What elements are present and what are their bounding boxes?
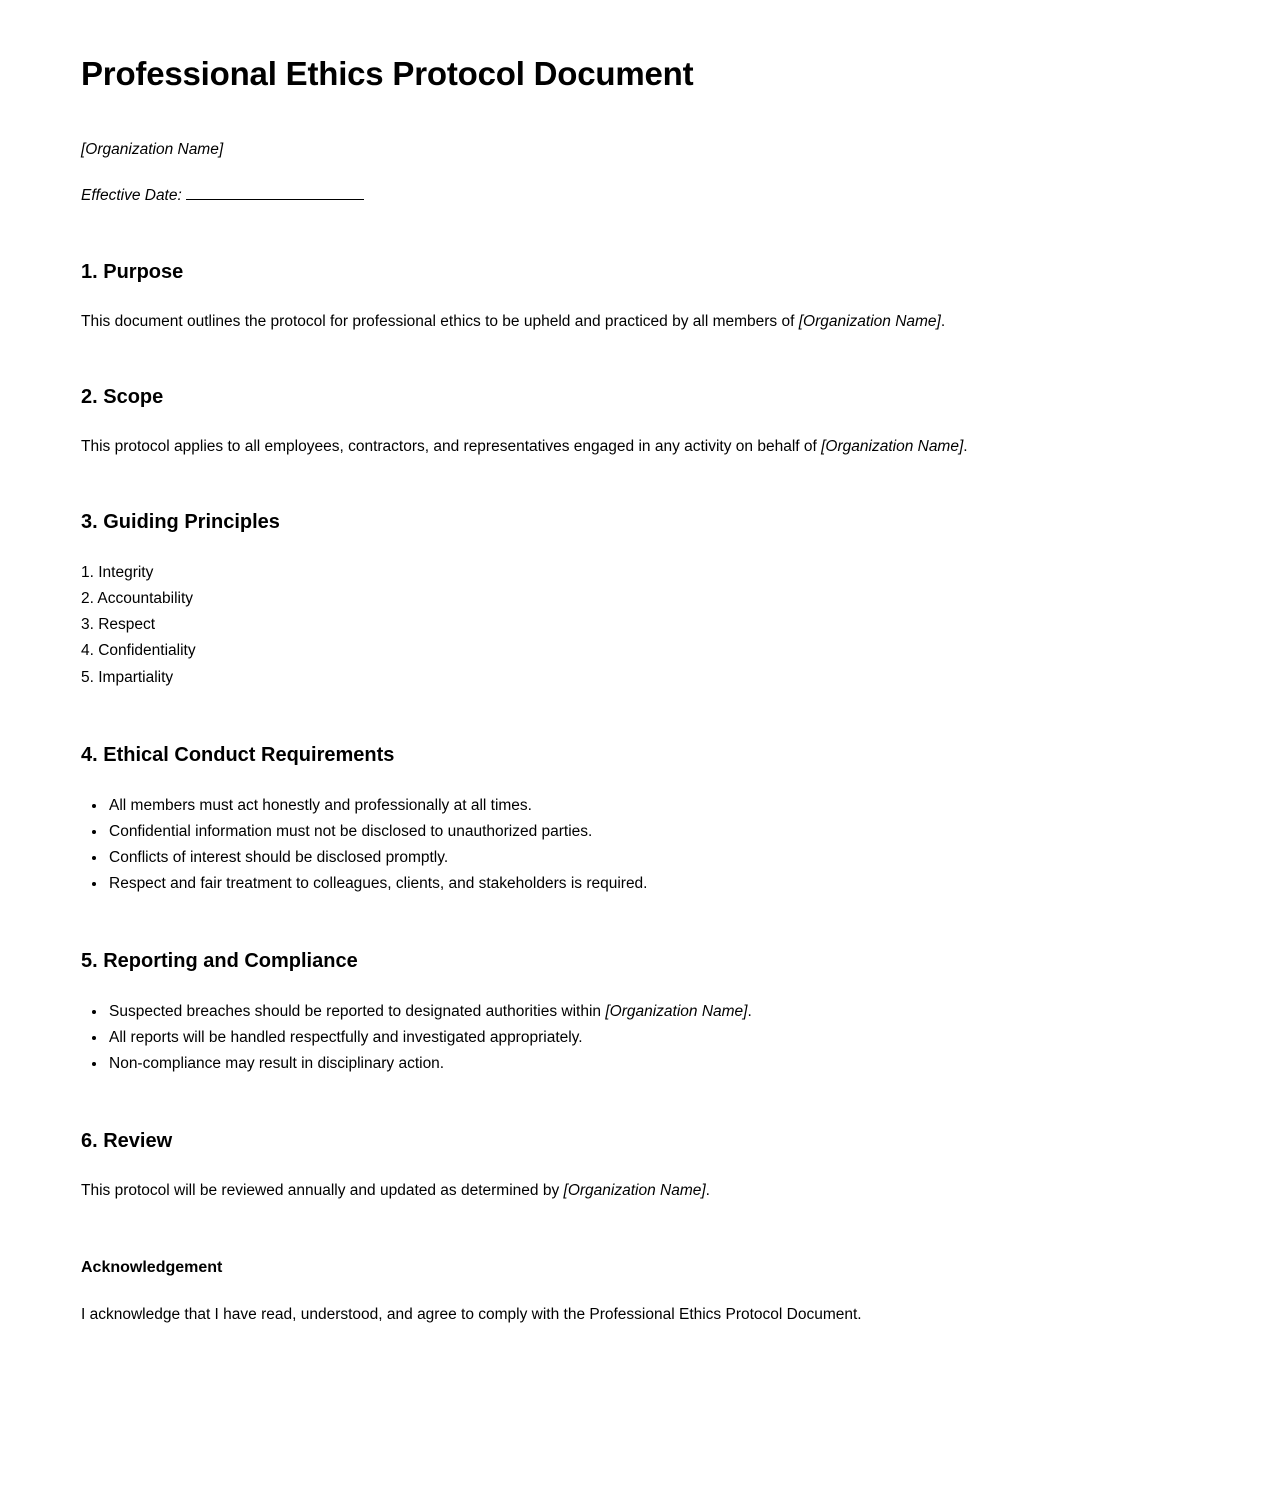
scope-text-after: . — [963, 438, 968, 456]
review-text-after: . — [705, 1181, 710, 1199]
page-title: Professional Ethics Protocol Document — [81, 55, 694, 92]
bullet-text-before: Non-compliance may result in disciplinary action. — [109, 1054, 445, 1072]
reporting-compliance-list — [81, 999, 1182, 1077]
acknowledgement-text: I acknowledge that I have read, understood, and agree to comply with the Professional Ethics Protocol Document. — [81, 1306, 862, 1324]
purpose-org-placeholder: [Organization Name] — [798, 312, 941, 330]
section-heading-reporting-compliance: 5. Reporting and Compliance — [81, 949, 358, 972]
list-item: • Conflicts of interest should be disclosed promptly. — [107, 845, 1182, 871]
organization-name-placeholder: [Organization Name] — [81, 140, 224, 158]
list-item: 1. Integrity — [81, 564, 154, 582]
list-item — [107, 1025, 1182, 1051]
effective-date-label: Effective Date: — [81, 187, 182, 205]
section-body-purpose — [81, 310, 1182, 333]
list-item: • Respect and fair treatment to colleagues, clients, and stakeholders is required. — [107, 871, 1182, 897]
scope-text-before: This protocol applies to all employees, contractors, and representatives engaged in any activity on behalf of — [81, 438, 822, 456]
list-item — [107, 1051, 1182, 1077]
list-item: 4. Confidentiality — [81, 642, 196, 660]
list-item: • All members must act honestly and professionally at all times. — [107, 793, 1182, 819]
section-heading-guiding-principles: 3. Guiding Principles — [81, 511, 280, 534]
list-item: 3. Respect — [81, 616, 156, 634]
scope-org-placeholder: [Organization Name] — [821, 438, 964, 456]
review-org-placeholder: [Organization Name] — [563, 1181, 706, 1199]
section-heading-purpose: 1. Purpose — [81, 260, 184, 283]
bullet-org-placeholder: [Organization Name] — [605, 1002, 748, 1020]
purpose-text-before: This document outlines the protocol for professional ethics to be upheld and practiced by all members of — [81, 312, 799, 330]
list-item: • Confidential information must not be disclosed to unauthorized parties. — [107, 819, 1182, 845]
list-item: 5. Impartiality — [81, 668, 174, 686]
effective-date-blank[interactable] — [186, 186, 364, 200]
bullet-text-after: . — [747, 1002, 752, 1020]
section-heading-scope: 2. Scope — [81, 386, 164, 409]
guiding-principles-list — [81, 560, 1182, 690]
ethical-conduct-list — [81, 793, 1182, 897]
section-heading-review: 6. Review — [81, 1129, 173, 1152]
effective-date-line — [81, 185, 1182, 207]
section-heading-acknowledgement: Acknowledgement — [81, 1259, 223, 1276]
section-heading-ethical-conduct: 4. Ethical Conduct Requirements — [81, 743, 395, 766]
bullet-text-before: Suspected breaches should be reported to designated authorities within — [109, 1002, 606, 1020]
bullet-text-before: All reports will be handled respectfully and investigated appropriately. — [109, 1028, 583, 1046]
purpose-text-after: . — [940, 312, 946, 330]
section-body-scope — [81, 435, 1182, 458]
list-item — [107, 999, 1182, 1025]
list-item: 2. Accountability — [81, 590, 194, 608]
section-body-review — [81, 1179, 1182, 1202]
review-text-before: This protocol will be reviewed annually and updated as determined by — [81, 1181, 564, 1199]
page-bottom-spacer — [81, 1326, 1182, 1506]
